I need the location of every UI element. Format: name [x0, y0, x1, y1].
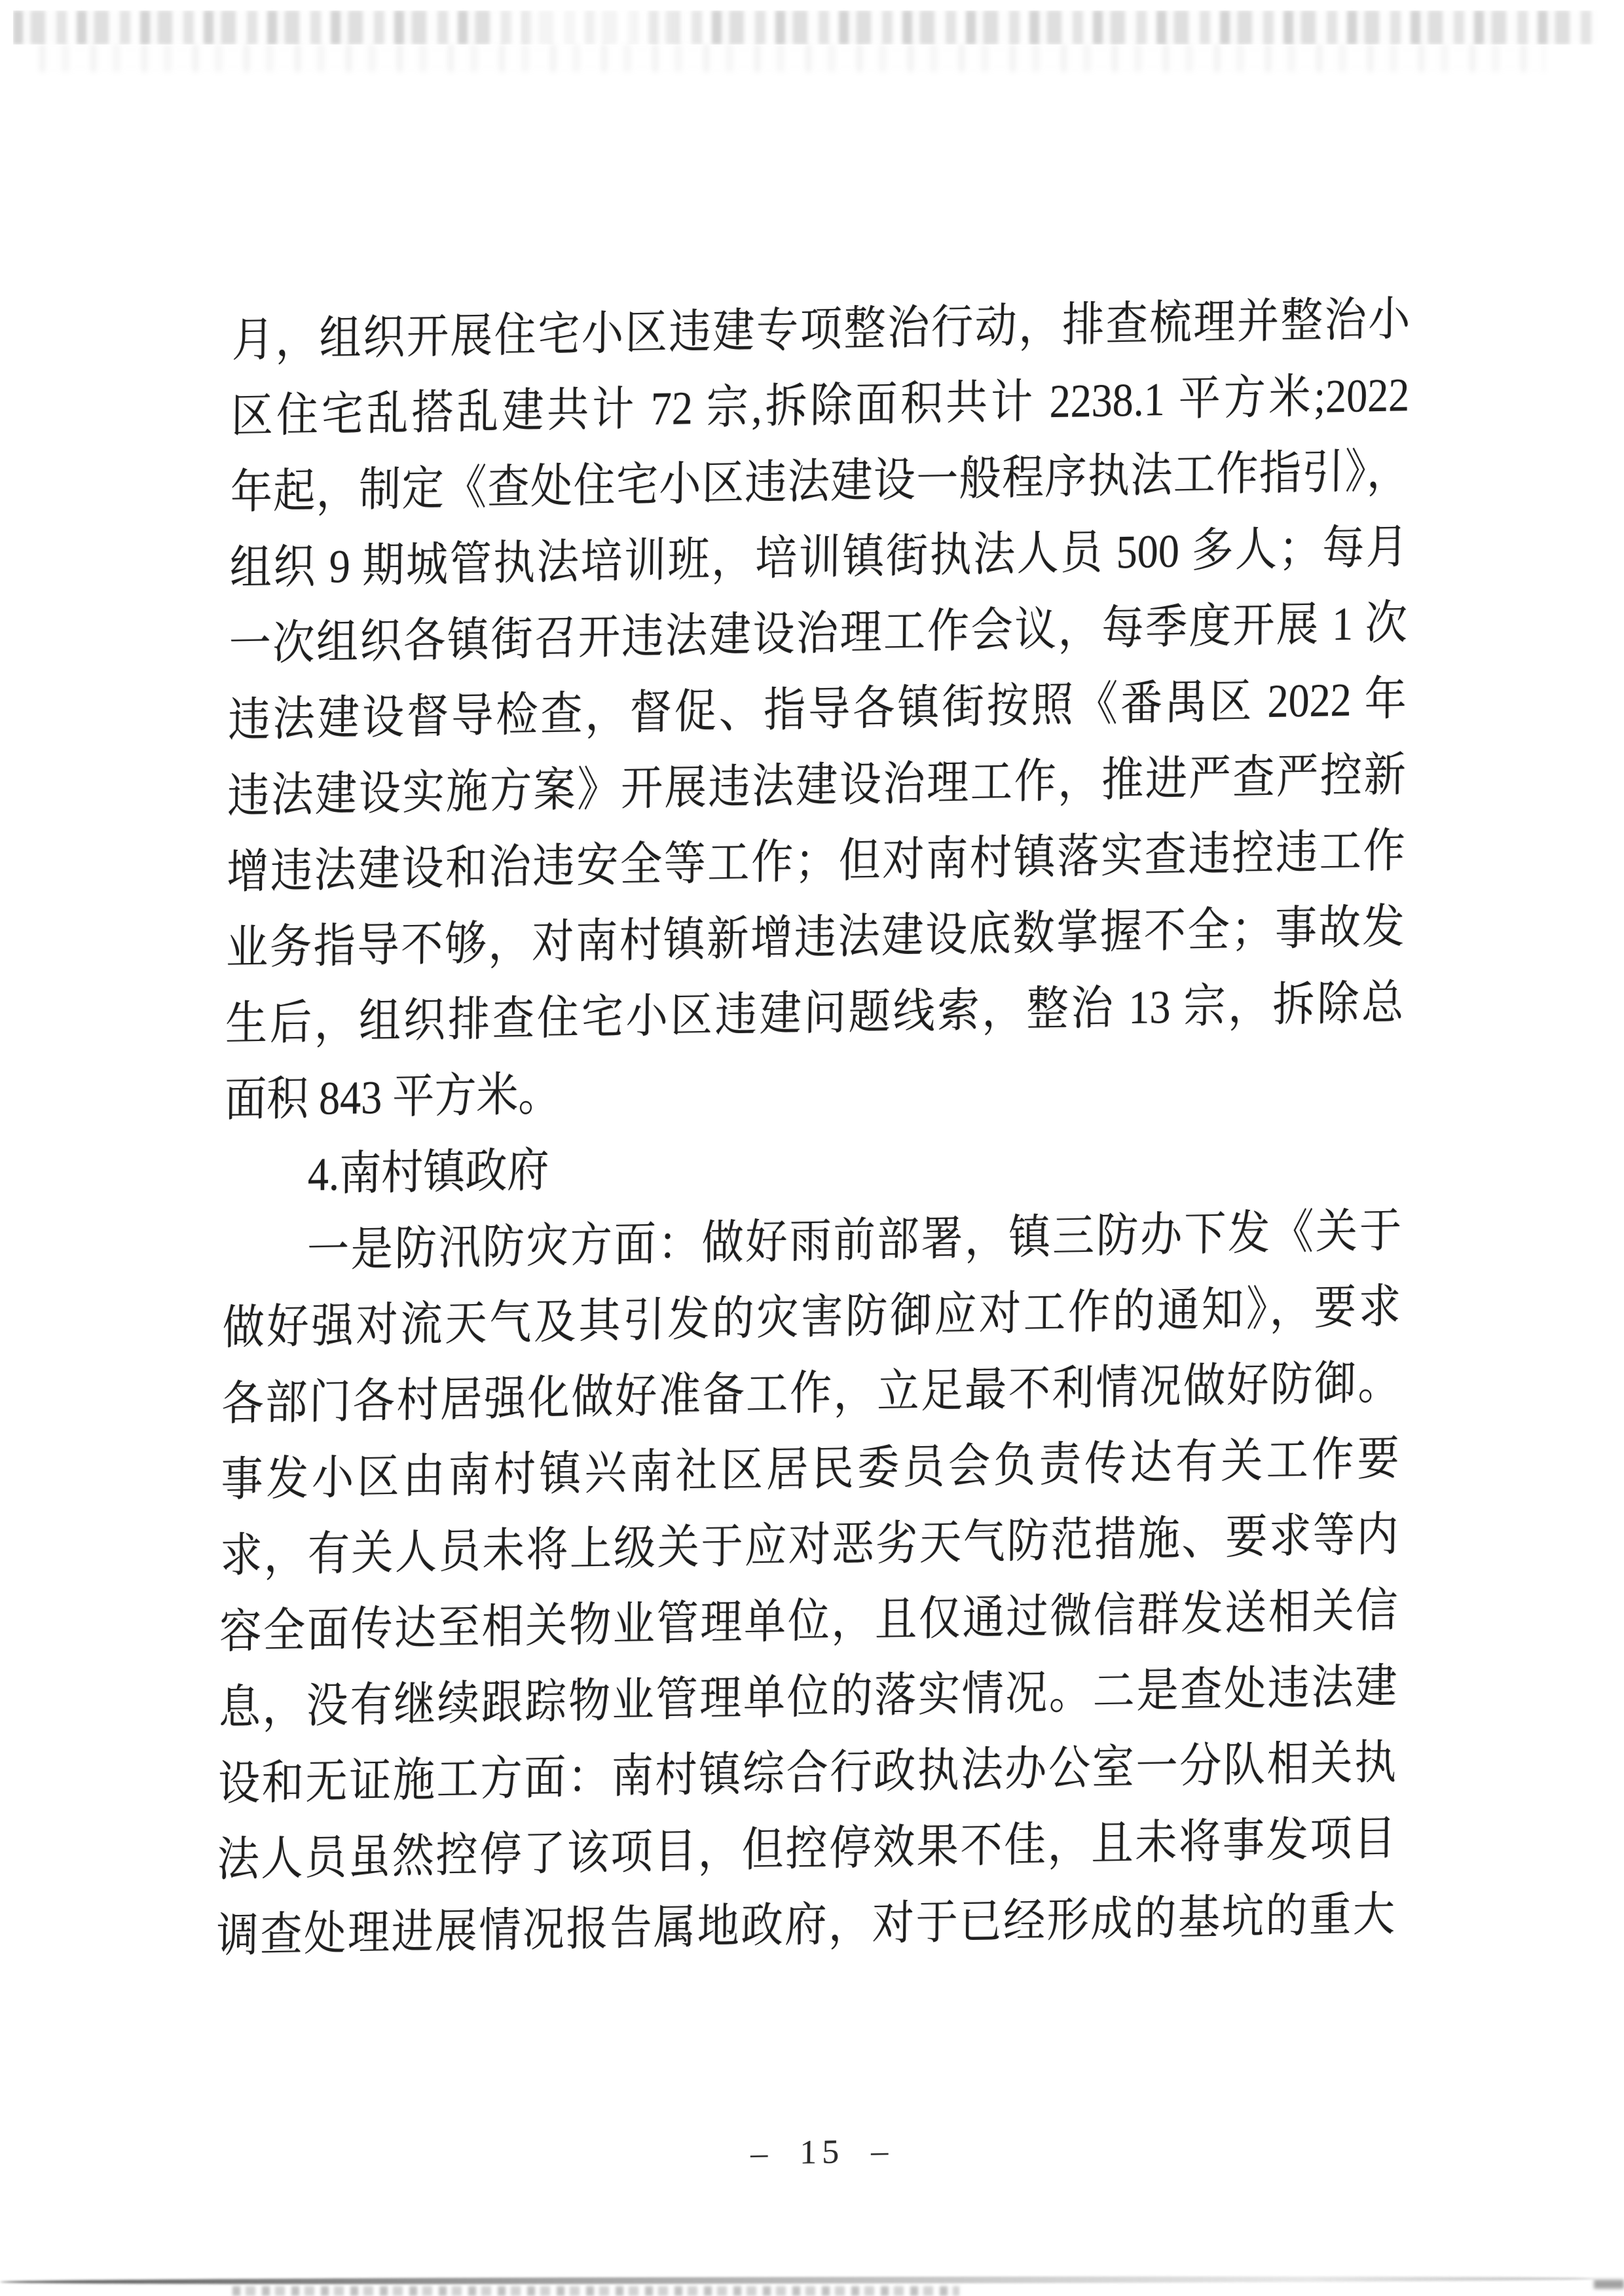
- text-line section-heading: 4.南村镇政府: [307, 1144, 549, 1201]
- text-line: 一是防汛防灾方面：做好雨前部署，镇三防办下发《关于: [306, 1204, 1402, 1277]
- text-line: 容全面传达至相关物业管理单位，且仅通过微信群发送相关信: [219, 1584, 1398, 1658]
- text-line: 年起，制定《查处住宅小区违法建设一般程序执法工作指引》，: [230, 445, 1409, 519]
- text-line: 组织 9 期城管执法培训班，培训镇街执法人员 500 多人；每月: [229, 520, 1409, 595]
- text-line: 业务指导不够，对南村镇新增违法建设底数掌握不全；事故发: [225, 900, 1405, 975]
- text-line: 设和无证施工方面：南村镇综合行政执法办公室一分队相关执: [217, 1736, 1397, 1810]
- scan-noise-bottom: [232, 2286, 959, 2296]
- text-line: 生后，组织排查住宅小区违建问题线索，整治 13 宗，拆除总: [225, 976, 1404, 1051]
- text-line: 违法建设实施方案》开展违法建设治理工作，推进严查严控新: [227, 748, 1407, 823]
- text-line: 息，没有继续跟踪物业管理单位的落实情况。二是查处违法建: [218, 1660, 1397, 1734]
- text-line: 事发小区由南村镇兴南社区居民委员会负责传达有关工作要: [221, 1432, 1400, 1506]
- text-line: 面积 843 平方米。: [224, 1068, 561, 1127]
- text-line: 违法建设督导检查，督促、指导各镇街按照《番禺区 2022 年: [228, 672, 1407, 747]
- text-line: 各部门各村居强化做好准备工作，立足最不利情况做好防御。: [221, 1356, 1401, 1430]
- text-line: 月，组织开展住宅小区违建专项整治行动，排查梳理并整治小: [231, 293, 1411, 367]
- text-line: 法人员虽然控停了该项目，但控停效果不佳，且未将事发项目: [217, 1812, 1396, 1886]
- text-line: 增违法建设和治违安全等工作；但对南村镇落实查违控违工作: [226, 824, 1406, 899]
- text-line: 求，有关人员未将上级关于应对恶劣天气防范措施、要求等内: [219, 1508, 1399, 1582]
- document-body: [216, 281, 1411, 1974]
- text-line: 做好强对流天气及其引发的灾害防御应对工作的通知》，要求: [222, 1280, 1401, 1355]
- scan-corner-smudge: [1594, 2280, 1624, 2289]
- text-line: 一次组织各镇街召开违法建设治理工作会议，每季度开展 1 次: [229, 596, 1408, 671]
- page-number: – 15 –: [750, 2132, 894, 2172]
- text-line: 调查处理进展情况报告属地政府，对于已经形成的基坑的重大: [216, 1887, 1395, 1962]
- text-line: 区住宅乱搭乱建共计 72 宗,拆除面积共计 2238.1 平方米;2022: [231, 369, 1410, 443]
